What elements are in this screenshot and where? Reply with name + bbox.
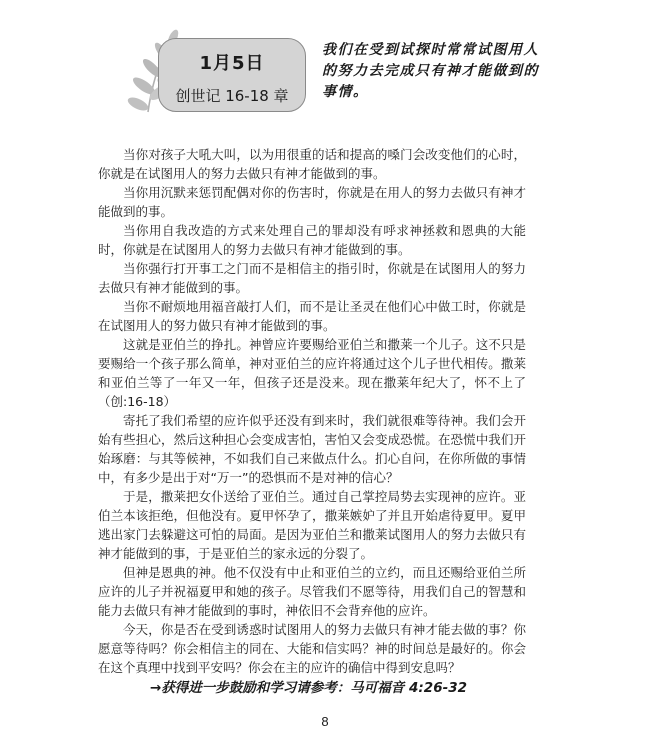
date-title: 1月5日 bbox=[199, 53, 265, 74]
paragraph: 今天，你是否在受到诱惑时试图用人的努力去做只有神才能去做的事？你愿意等待吗？你会相信主的同在、大能和信实吗？神的时间总是最好的。你会在这个真理中找到平安吗？你会在主的应许的确信中得到安息吗？ bbox=[98, 622, 526, 675]
paragraph: 当你用沉默来惩罚配偶对你的伤害时，你就是在用人的努力去做只有神才能做到的事。 bbox=[98, 185, 526, 219]
scripture-reference: 创世记 16-18 章 bbox=[175, 87, 289, 105]
paragraph: 于是，撒莱把女仆送给了亚伯兰。通过自己掌控局势去实现神的应许。亚伯兰本该拒绝，但他没有。夏甲怀孕了，撒莱嫉妒了并且开始虐待夏甲。夏甲逃出家门去躲避这可怕的局面。是因为亚伯兰和撒莱试图用人的努力去做只有神才能做到的事，于是亚伯兰的家永远的分裂了。 bbox=[98, 489, 526, 561]
daily-theme: 我们在受到试探时常常试图用人的努力去完成只有神才能做到的事情。 bbox=[322, 42, 539, 100]
devotional-body bbox=[98, 145, 526, 677]
date-box bbox=[158, 38, 306, 112]
paragraph: 当你不耐烦地用福音敲打人们，而不是让圣灵在他们心中做工时，你就是在试图用人的努力做只有神才能做到的事。 bbox=[98, 299, 526, 333]
page-number: 8 bbox=[321, 714, 329, 729]
paragraph: 当你用自我改造的方式来处理自己的罪却没有呼求神拯救和恩典的大能时，你就是在试图用人的努力去做只有神才能做到的事。 bbox=[98, 223, 526, 257]
paragraph: 但神是恩典的神。他不仅没有中止和亚伯兰的立约，而且还赐给亚伯兰所应许的儿子并祝福夏甲和她的孩子。尽管我们不愿等待，用我们自己的智慧和能力去做只有神才能做到的事时，神依旧不会背弃他的应许。 bbox=[98, 565, 526, 618]
paragraph: 当你对孩子大吼大叫，以为用很重的话和提高的嗓门会改变他们的心时，你就是在试图用人的努力去做只有神才能做到的事。 bbox=[98, 147, 526, 181]
further-reading: →获得进一步鼓励和学习请参考：马可福音 4:26-32 bbox=[150, 680, 467, 696]
paragraph: 这就是亚伯兰的挣扎。神曾应许要赐给亚伯兰和撒莱一个儿子。这不只是要赐给一个孩子那么简单，神对亚伯兰的应许将通过这个儿子世代相传。撒莱和亚伯兰等了一年又一年，但孩子还是没来。现在撒莱年纪大了，怀不上了（创:16-18） bbox=[98, 337, 526, 409]
paragraph: 当你强行打开事工之门而不是相信主的指引时，你就是在试图用人的努力去做只有神才能做到的事。 bbox=[98, 261, 526, 295]
paragraph: 寄托了我们希望的应许似乎还没有到来时，我们就很难等待神。我们会开始有些担心，然后这种担心会变成害怕，害怕又会变成恐慌。在恐慌中我们开始琢磨：与其等候神，不如我们自己来做点什么。扪心自问，在你所做的事情中，有多少是出于对“万一”的恐惧而不是对神的信心？ bbox=[98, 413, 526, 485]
